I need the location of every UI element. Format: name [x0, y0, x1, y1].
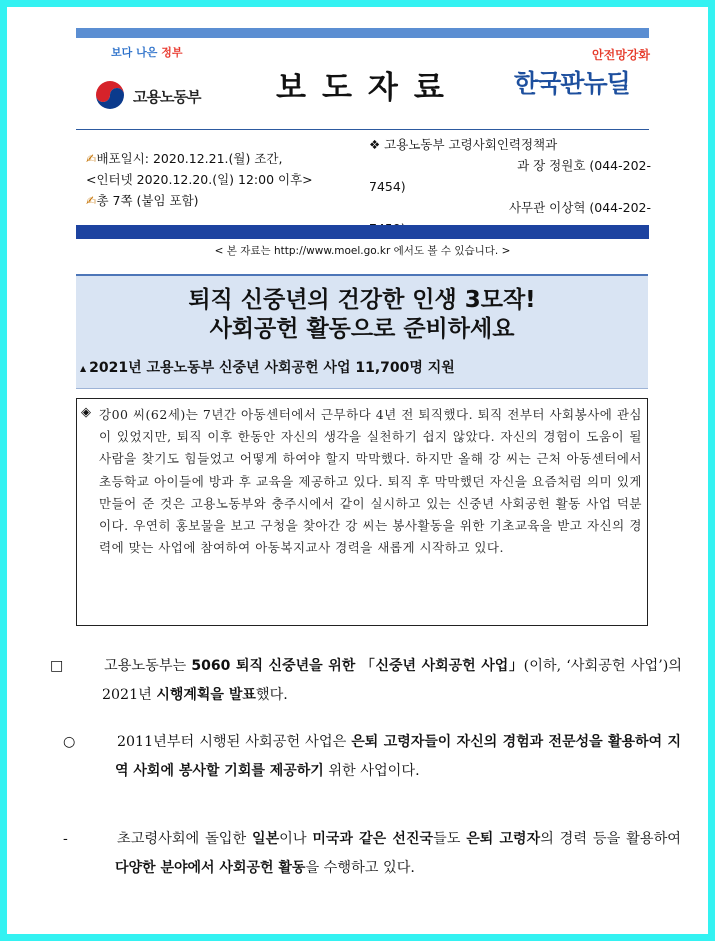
- top-blue-bar: [76, 28, 649, 38]
- paragraph-announcement: [50, 652, 682, 709]
- p3-emphasis-h: 다양한 분야에서 사회공헌 활동: [115, 859, 306, 876]
- p1-text-e: 했다.: [255, 686, 288, 703]
- p2-text-c: 위한 사업이다.: [323, 762, 420, 779]
- header-divider: [76, 129, 649, 130]
- headline-line-2: 사회공헌 활동으로 준비하세요: [209, 316, 515, 342]
- department: ❖ 고용노동부 고령사회인력정책과: [369, 137, 558, 152]
- press-release-title: 보도자료: [276, 70, 460, 106]
- p1-text-a: 고용노동부는: [104, 658, 192, 674]
- page-count: 총 7쪽 (붙임 포함): [96, 193, 199, 208]
- ministry-logo: [93, 74, 241, 114]
- p1-emphasis-b: 5060 퇴직 신중년을 위한 「신중년 사회공헌 사업」: [191, 658, 524, 674]
- triangle-bullet-icon: ▲: [80, 363, 87, 373]
- contact-officer: 사무관 이상혁 (044-202-: [508, 200, 651, 215]
- website-note: < 본 자료는 http://www.moel.go.kr 에서도 볼 수 있습니다. >: [214, 245, 511, 257]
- release-date: 배포일시: 2020.12.21.(월) 조간,: [96, 151, 283, 166]
- dash-bullet: -: [63, 831, 68, 847]
- paragraph-program-purpose: [63, 728, 681, 785]
- slogan-accent: 정부: [161, 46, 183, 59]
- slogan-main: 보다 나은: [111, 46, 158, 59]
- p2-text-a: 2011년부터 시행된 사회공헌 사업은: [117, 734, 352, 750]
- contact-director: 과 장 정원호 (044-202-: [517, 158, 651, 173]
- ministry-name: 고용노동부: [133, 88, 201, 106]
- square-bullet: □: [50, 658, 64, 674]
- subheadline: [80, 357, 455, 377]
- headline: [76, 286, 648, 344]
- circle-bullet: ○: [63, 734, 76, 750]
- section-blue-bar: [76, 225, 649, 239]
- pen-icon: ✍: [86, 151, 97, 166]
- p3-emphasis-d: 미국과 같은 선진국: [312, 831, 433, 847]
- case-story-text: 강00 씨(62세)는 7년간 아동센터에서 근무하다 4년 전 퇴직했다. 퇴직 전부터 사회봉사에 관심이 있었지만, 퇴직 이후 한동안 자신의 생각을 실천하기 쉽지 않았다. 자신의 경험이 도움이 될 사람을 찾기도 힘들었고 어떻게 하여야 할지 막막했다. 하지만 올해 강 씨는 근처 아동센터에서 초등학교 아이들에 방과 후 교육을 제공하고 있다. 퇴직 후 막막했던 자신을 요즘처럼 의미 있게 만들어 준 것은 고용노동부와 충주시에서 같이 실시하고 있는 신중년 사회공헌 활동 사업 덕분이다. 우연히 홍보물을 보고 구청을 찾아간 강 씨는 봉사활동을 위한 기초교육을 받고 자신의 경력에 맞는 사업에 참여하여 아동복지교사 경력을 새롭게 시작하고 있다.: [99, 407, 642, 556]
- subheadline-text: 2021년 고용노동부 신중년 사회공헌 사업 11,700명 지원: [89, 360, 455, 376]
- safety-net-label: 안전망강화: [592, 48, 650, 62]
- internet-release: <인터넷 2020.12.20.(일) 12:00 이후>: [86, 172, 313, 187]
- p3-text-g: 의 경력 등을 활용하여: [540, 831, 681, 847]
- p3-text-i: 을 수행하고 있다.: [305, 859, 415, 876]
- government-slogan: [111, 44, 182, 60]
- p1-emphasis-d: 시행계획을 발표: [156, 686, 256, 703]
- contact-info: [369, 134, 651, 239]
- p3-text-c: 이나: [279, 831, 313, 847]
- pen-icon: ✍: [86, 193, 97, 208]
- korean-new-deal-label: 한국판뉴딜: [514, 69, 630, 98]
- p3-text-a: 초고령사회에 돌입한: [117, 831, 253, 847]
- contact-director-cont: 7454): [369, 179, 406, 194]
- p3-text-e: 들도: [433, 831, 467, 847]
- diamond-bullet-icon: ◈: [81, 405, 91, 420]
- p2-emphasis-b: 은퇴 고령자들이 자신의 경험과 전문성을 활용하여 지역 사회에 봉사할 기회를 제공하기: [115, 734, 681, 779]
- headline-box: [76, 274, 648, 389]
- p3-emphasis-b: 일본: [252, 831, 280, 847]
- paragraph-international: [63, 825, 681, 882]
- new-deal-logo: [510, 46, 650, 106]
- p1-text-c: (이하, ‘사회공헌 사업’)의 2021년: [102, 658, 682, 703]
- headline-line-1: 퇴직 신중년의 건강한 인생 3모작!: [188, 287, 536, 313]
- case-story-box: [76, 398, 648, 626]
- release-info: [86, 148, 346, 211]
- taegeuk-emblem-icon: [93, 78, 127, 112]
- p3-emphasis-f: 은퇴 고령자: [466, 831, 541, 847]
